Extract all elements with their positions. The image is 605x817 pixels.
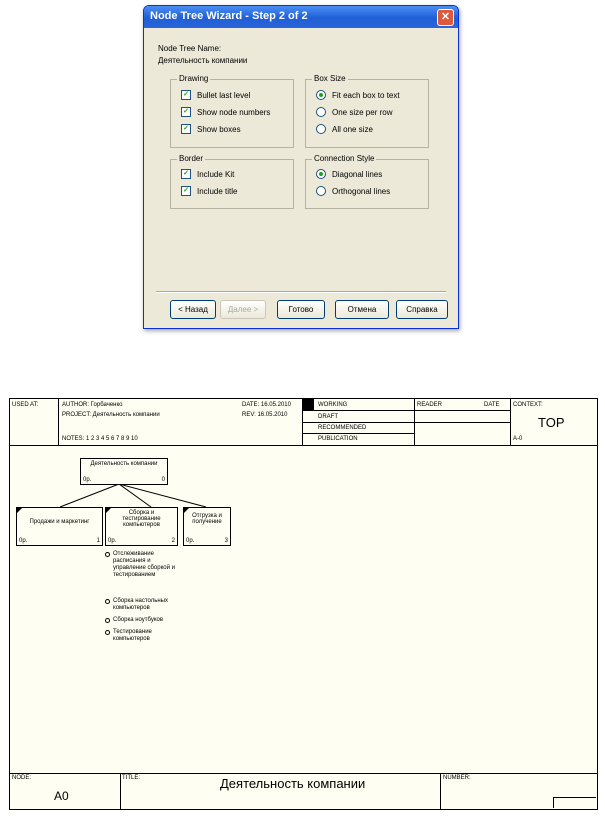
node-tree-name-value: Деятельность компании	[158, 56, 248, 65]
check-icon: ✓	[181, 169, 191, 179]
footer-page-box	[553, 797, 596, 808]
context-node: A-0	[513, 436, 523, 442]
one-size-per-row-radio[interactable]: One size per row	[316, 107, 392, 117]
check-icon: ✓	[181, 186, 191, 196]
node-tree-wizard-dialog	[143, 5, 459, 329]
root-node-number: 0	[161, 477, 165, 483]
node-label: NODE:	[12, 775, 32, 781]
child-node-box[interactable]	[16, 507, 103, 546]
bullet-item: Тестирование компьютеров	[113, 629, 183, 643]
status-draft: DRAFT	[318, 414, 338, 420]
node-corner-marker	[17, 508, 22, 513]
child-node-number: 1	[96, 538, 100, 544]
bullet-item: Сборка ноутбуков	[113, 617, 198, 624]
author-field: AUTHOR: Горбаченко	[62, 402, 123, 408]
child-node-title: Отгрузка и получение	[192, 513, 222, 525]
date-field: DATE: 16.05.2010	[242, 402, 291, 408]
drawing-group-title: Drawing	[179, 74, 209, 83]
status-recommended: RECOMMENDED	[318, 425, 367, 431]
context-value: TOP	[538, 415, 565, 430]
project-field: PROJECT: Деятельность компании	[62, 412, 160, 418]
fit-each-box-radio[interactable]: Fit each box to text	[316, 90, 400, 100]
show-boxes-checkbox[interactable]: ✓ Show boxes	[181, 124, 241, 134]
bullet-item: Отслеживание расписания и управление сборкой и тестированием	[113, 551, 175, 579]
context-label: CONTEXT:	[513, 402, 543, 408]
connection-style-group-title: Connection Style	[314, 154, 375, 163]
bullet-icon	[105, 630, 110, 635]
child-node-box[interactable]	[105, 507, 178, 546]
help-button[interactable]: Справка	[396, 300, 448, 319]
show-node-numbers-checkbox[interactable]: ✓ Show node numbers	[181, 107, 270, 117]
bullet-item: Сборка настольных компьютеров	[113, 598, 183, 612]
reader-date-label: DATE	[484, 402, 500, 408]
dialog-titlebar[interactable]	[144, 6, 458, 28]
drawing-group	[170, 74, 294, 148]
radio-icon	[316, 107, 326, 117]
next-button[interactable]: Далее >	[220, 300, 266, 319]
node-tree-diagram	[9, 398, 598, 810]
child-node-number: 2	[171, 538, 175, 544]
include-title-checkbox[interactable]: ✓ Include title	[181, 186, 237, 196]
bullet-icon	[105, 552, 110, 557]
footer-divider	[10, 773, 597, 774]
box-size-group-title: Box Size	[314, 74, 346, 83]
finish-button[interactable]: Готово	[277, 300, 325, 319]
number-label: NUMBER:	[443, 775, 471, 781]
bullet-last-level-checkbox[interactable]: ✓ Bullet last level	[181, 90, 250, 100]
child-node-cost: 0р.	[186, 538, 195, 544]
check-icon: ✓	[181, 124, 191, 134]
dialog-title: Node Tree Wizard - Step 2 of 2	[150, 10, 308, 22]
reader-label: READER	[417, 402, 443, 408]
close-button[interactable]: ✕	[437, 9, 454, 26]
radio-icon	[316, 186, 326, 196]
radio-icon	[316, 124, 326, 134]
bullet-icon	[105, 618, 110, 623]
used-at-label: USED AT:	[12, 402, 39, 408]
connection-style-group	[305, 154, 429, 209]
bullet-icon	[105, 599, 110, 604]
border-group-title: Border	[179, 154, 204, 163]
root-node-box[interactable]	[80, 458, 168, 485]
diagonal-lines-radio[interactable]: Diagonal lines	[316, 169, 382, 179]
check-icon: ✓	[181, 107, 191, 117]
include-kit-checkbox[interactable]: ✓ Include Kit	[181, 169, 234, 179]
footer-line	[120, 773, 121, 809]
root-node-cost: 0р.	[83, 477, 92, 483]
node-value: A0	[54, 789, 69, 803]
all-one-size-radio[interactable]: All one size	[316, 124, 373, 134]
child-node-cost: 0р.	[108, 538, 117, 544]
root-node-title: Деятельность компании	[90, 461, 158, 467]
child-node-number: 3	[224, 538, 228, 544]
rev-field: REV: 16.05.2010	[242, 412, 288, 418]
child-node-cost: 0р.	[19, 538, 28, 544]
status-publication: PUBLICATION	[318, 436, 358, 442]
child-node-title: Сборка и тестирование компьютеров	[122, 510, 161, 528]
radio-selected-icon	[316, 90, 326, 100]
footer-line	[440, 773, 441, 809]
child-node-title: Продажи и маркетинг	[29, 519, 90, 525]
radio-selected-icon	[316, 169, 326, 179]
notes-field: NOTES: 1 2 3 4 5 6 7 8 9 10	[62, 436, 138, 442]
box-size-group	[305, 74, 429, 148]
border-group	[170, 154, 294, 209]
cancel-button[interactable]: Отмена	[335, 300, 389, 319]
title-label: TITLE:	[122, 775, 141, 781]
check-icon: ✓	[181, 90, 191, 100]
child-node-box[interactable]	[183, 507, 231, 546]
orthogonal-lines-radio[interactable]: Orthogonal lines	[316, 186, 390, 196]
node-tree-name-label: Node Tree Name:	[158, 44, 222, 53]
diagram-title: Деятельность компании	[220, 776, 366, 791]
status-working: WORKING	[318, 402, 348, 408]
button-separator	[156, 291, 446, 293]
back-button[interactable]: < Назад	[170, 300, 216, 319]
